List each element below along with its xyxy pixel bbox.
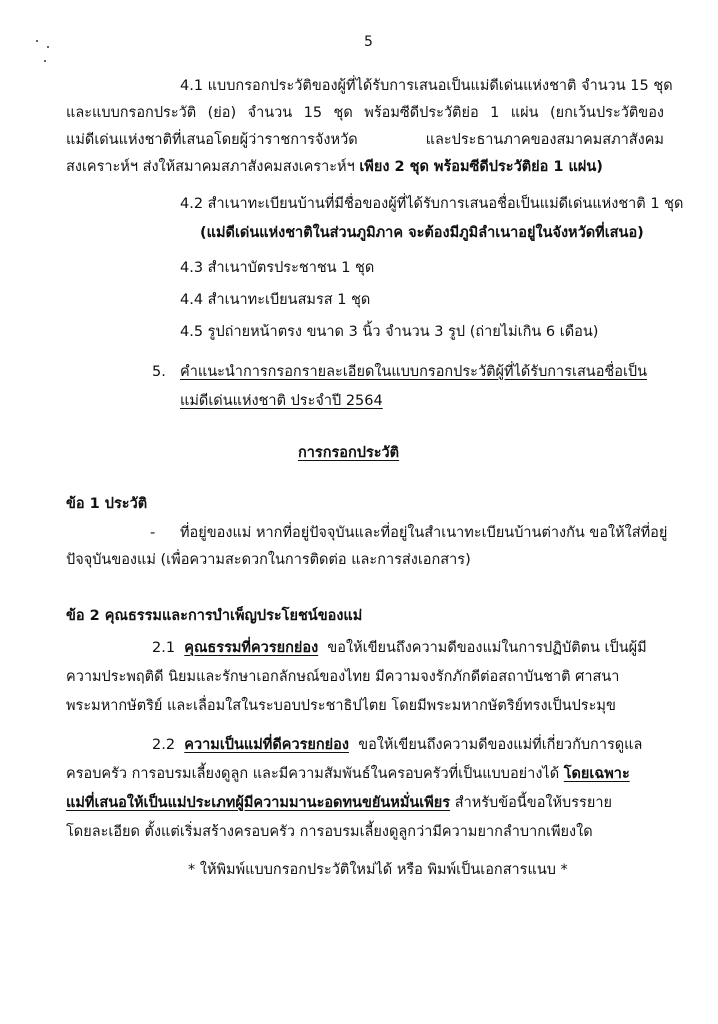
item-5-line-1: คำแนะนำการกรอกรายละเอียดในแบบกรอกประวัติผู้ที่ได้รับการเสนอชื่อเป็น [180,364,648,380]
scan-speck [44,60,46,62]
clause-2-2-line-1-rest: ขอให้เขียนถึงความดีของแม่ที่เกี่ยวกับการดูแล [358,737,643,753]
clause-2-1-number: 2.1 [152,640,176,656]
item-5-line-2: แม่ดีเด่นแห่งชาติ ประจำปี 2564 [180,393,383,409]
footer-note: * ให้พิมพ์แบบกรอกประวัติใหม่ได้ หรือ พิมพ์เป็นเอกสารแนบ * [188,862,568,878]
item-4-1-line-4 [66,155,603,179]
clause-2-2-line-2 [66,762,630,786]
clause-2-1-title: คุณธรรมที่ควรยกย่อง [184,640,319,656]
item-4-1-line-3: แม่ดีเด่นแห่งชาติที่เสนอโดยผู้ว่าราชการจังหวัด และประธานภาคของสมาคมสภาสังคม [66,132,664,148]
page-number: 5 [364,34,373,50]
clause-2-1-line-2: ความประพฤติดี นิยมและรักษาเอกลักษณ์ของไทย มีความจงรักภักดีต่อสถาบันชาติ ศาสนา [66,669,620,685]
item-4-1-line-4-plain: สงเคราะห์ฯ ส่งให้สมาคมสภาสังคมสงเคราะห์ฯ [66,159,355,175]
clause-1-line-2: ปัจจุบันของแม่ (เพื่อความสะดวกในการติดต่อ และการส่งเอกสาร) [66,552,471,568]
section-heading: การกรอกประวัติ [298,445,400,461]
clause-2-2-line-2-plain: ครอบครัว การอบรมเลี้ยงดูลูก และมีความสัมพันธ์ในครอบครัวที่เป็นแบบอย่างได้ [66,766,560,782]
clause-2-2-line-4: โดยละเอียด ตั้งแต่เริ่มสร้างครอบครัว การอบรมเลี้ยงดูลูกว่ามีความยากลำบากเพียงใด [66,824,593,840]
scan-speck [36,40,38,42]
clause-2-2-number: 2.2 [152,737,176,753]
clause-2-1-line-3: พระมหากษัตริย์ และเลื่อมใสในระบอบประชาธิปไตย โดยมีพระมหากษัตริย์ทรงเป็นประมุข [66,698,616,714]
clause-2-2-line-2-emph: โดยเฉพาะ [563,766,630,782]
clause-2-2-line-3-emph: แม่ที่เสนอให้เป็นแม่ประเภทผู้มีความมานะอดทนขยันหมั่นเพียร [66,795,451,811]
scan-speck [47,46,49,48]
clause-2-2-title: ความเป็นแม่ที่ดีควรยกย่อง [184,737,349,753]
clause-2-1-line-1 [152,636,647,660]
clause-2-2-line-3 [66,791,612,815]
item-4-1-line-2: และแบบกรอกประวัติ (ย่อ) จำนวน 15 ชุด พร้อมซีดีประวัติย่อ 1 แผ่น (ยกเว้นประวัติของ [66,105,664,121]
item-4-5: 4.5 รูปถ่ายหน้าตรง ขนาด 3 นิ้ว จำนวน 3 รูป (ถ่ายไม่เกิน 6 เดือน) [180,324,599,340]
clause-1-heading: ข้อ 1 ประวัติ [66,496,148,512]
clause-2-1-line-1-rest: ขอให้เขียนถึงความดีของแม่ในการปฏิบัติตน เป็นผู้มี [327,640,647,656]
item-4-1-line-4-bold: เพียง 2 ชุด พร้อมซีดีประวัติย่อ 1 แผ่น) [359,159,603,175]
item-4-1-line-1: 4.1 แบบกรอกประวัติของผู้ที่ได้รับการเสนอเป็นแม่ดีเด่นแห่งชาติ จำนวน 15 ชุด [180,78,673,94]
clause-1-bullet: - [150,525,156,541]
clause-2-2-line-1 [152,733,642,757]
clause-2-2-line-3-plain: สำหรับข้อนี้ขอให้บรรยาย [454,795,612,811]
clause-2-heading: ข้อ 2 คุณธรรมและการบำเพ็ญประโยชน์ของแม่ [66,608,363,624]
clause-1-line-1: ที่อยู่ของแม่ หากที่อยู่ปัจจุบันและที่อยู่ในสำเนาทะเบียนบ้านต่างกัน ขอให้ใส่ที่อยู่ [180,525,668,541]
item-4-3: 4.3 สำเนาบัตรประชาชน 1 ชุด [180,260,375,276]
item-5-number: 5. [152,364,166,380]
item-4-2-line-2: (แม่ดีเด่นแห่งชาติในส่วนภูมิภาค จะต้องมีภูมิลำเนาอยู่ในจังหวัดที่เสนอ) [200,225,644,241]
item-4-2-line-1: 4.2 สำเนาทะเบียนบ้านที่มีชื่อของผู้ที่ได้รับการเสนอชื่อเป็นแม่ดีเด่นแห่งชาติ 1 ชุด [180,196,684,212]
item-4-4: 4.4 สำเนาทะเบียนสมรส 1 ชุด [180,292,371,308]
